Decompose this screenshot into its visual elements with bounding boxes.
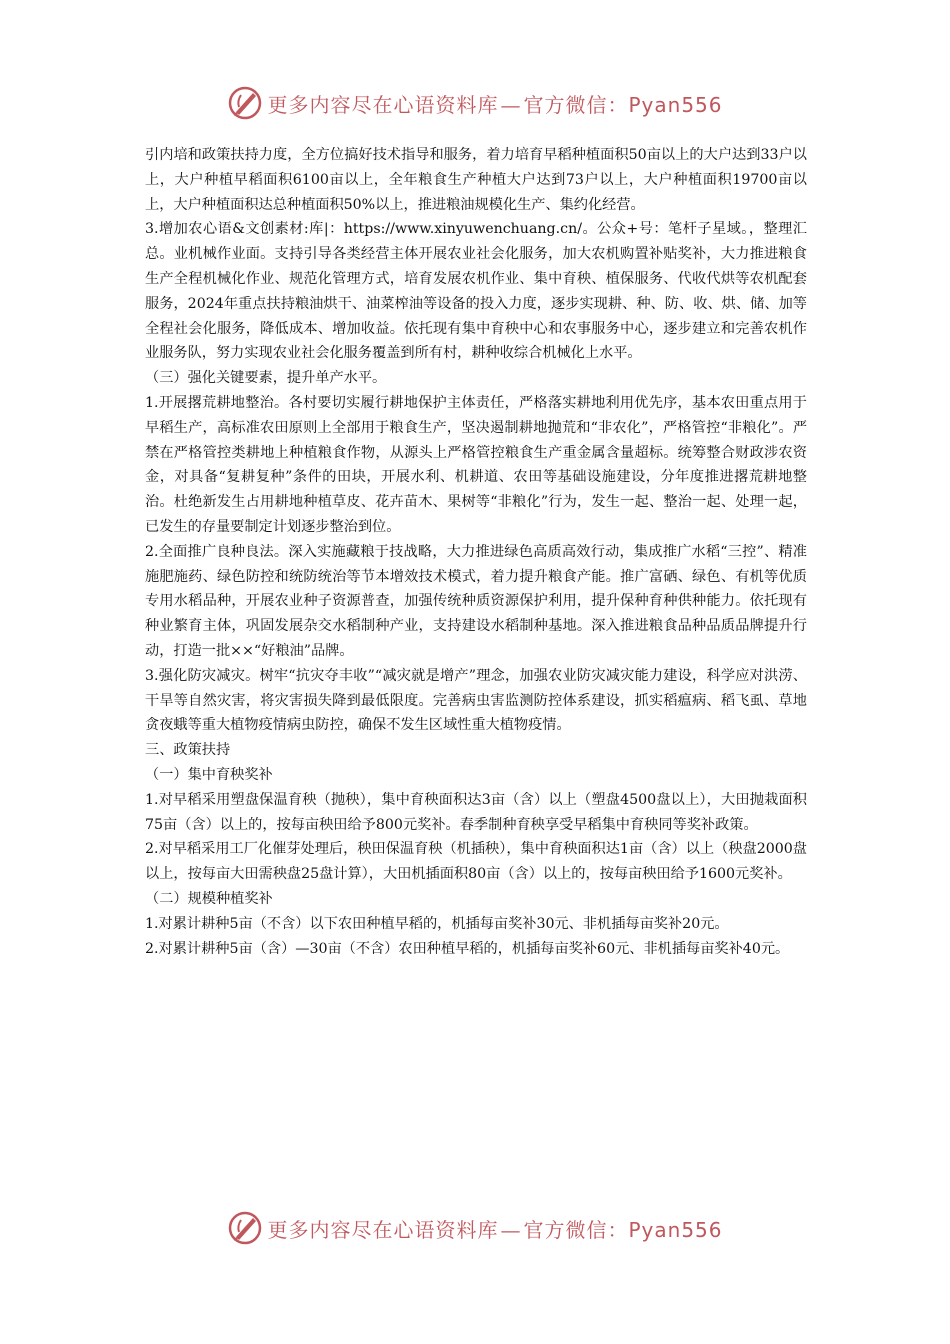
pen-logo-icon [227, 1210, 263, 1246]
paragraph: 1.对早稻采用塑盘保温育秧（抛秧），集中育秧面积达3亩（含）以上（塑盘4500盘以上），大田抛栽面积75亩（含）以上的，按每亩秧田给予800元奖补。春季制种育秧享受早稻集中育秧同等奖补政策。 [145, 791, 807, 833]
document-body [145, 143, 807, 961]
footer-banner [0, 1207, 950, 1249]
subsection-heading: （一）集中育秧奖补 [145, 766, 273, 783]
paragraph: 引内培和政策扶持力度，全方位搞好技术指导和服务，着力培育早稻种植面积50亩以上的大户达到33户以上，大户种植早稻面积6100亩以上，全年粮食生产种植大户达到73户以上，大户种植面积19700亩以上，大户种植面积达总种植面积50%以上，推进粮油规模化生产、集约化经营。 [145, 147, 807, 213]
paragraph: 2.对早稻采用工厂化催芽处理后，秧田保温育秧（机插秧），集中育秧面积达1亩（含）以上（秧盘2000盘以上，按每亩大田需秧盘25盘计算），大田机插面积80亩（含）以上的，按每亩秧田给予1600元奖补。 [145, 841, 807, 883]
section-heading: （三）强化关键要素，提升单产水平。 [145, 370, 387, 387]
paragraph: 2.对累计耕种5亩（含）—30亩（不含）农田种植早稻的，机插每亩奖补60元、非机插每亩奖补40元。 [145, 940, 790, 957]
paragraph: 1.对累计耕种5亩（不含）以下农田种植早稻的，机插每亩奖补30元、非机插每亩奖补20元。 [145, 915, 729, 932]
paragraph: 1.开展撂荒耕地整治。各村要切实履行耕地保护主体责任，严格落实耕地利用优先序，基本农田重点用于早稻生产，高标准农田原则上全部用于粮食生产，坚决遏制耕地抛荒和“非农化”，严格管控“非粮化”。严禁在严格管控类耕地上种植粮食作物，从源头上严格管控粮食生产重金属含量超标。统筹整合财政涉农资金，对具备“复耕复种”条件的田块，开展水利、机耕道、农田等基础设施建设，分年度推进撂荒耕地整治。杜绝新发生占用耕地种植草皮、花卉苗木、果树等“非粮化”行为，发生一起、整治一起、处理一起，已发生的存量要制定计划逐步整治到位。 [145, 394, 808, 535]
footer-wechat-label: 官方微信： [523, 1217, 629, 1242]
header-banner-separator: — [500, 92, 522, 117]
header-banner-title: 更多内容尽在心语资料库 [267, 92, 499, 117]
section-heading: 三、政策扶持 [145, 742, 231, 759]
paragraph: 3.强化防灾减灾。树牢“抗灾夺丰收”“减灾就是增产”理念，加强农业防灾减灾能力建设，科学应对洪涝、干旱等自然灾害，将灾害损失降到最低限度。完善病虫害监测防控体系建设，抓实稻瘟病、稻飞虱、草地贪夜蛾等重大植物疫情病虫防控，确保不发生区域性重大植物疫情。 [145, 667, 807, 734]
header-banner-text [267, 89, 722, 118]
footer-wechat-id: Pyan556 [628, 1217, 723, 1242]
paragraph: 3.增加农心语&文创素材:库|：https://www.xinyuwenchuang.cn/。公众+号：笔杆子星域。，整理汇总。业机械作业面。支持引导各类经营主体开展农业社会化服务，加大农机购置补贴奖补，大力推进粮食生产全程机械化作业、规范化管理方式，培育发展农机作业、集中育秧、植保服务、代收代烘等农机配套服务，2024年重点扶持粮油烘干、油菜榨油等设备的投入力度，逐步实现耕、种、防、收、烘、储、加等全程社会化服务，降低成本、增加收益。依托现有集中育秧中心和农事服务中心，逐步建立和完善农机作业服务队，努力实现农业社会化服务覆盖到所有村，耕种收综合机械化上水平。 [145, 221, 807, 362]
footer-banner-text [267, 1214, 722, 1243]
header-wechat-id: Pyan556 [628, 92, 723, 117]
header-wechat-label: 官方微信： [523, 92, 629, 117]
pen-logo-icon [227, 85, 263, 121]
footer-banner-separator: — [500, 1217, 522, 1242]
paragraph: 2.全面推广良种良法。深入实施藏粮于技战略，大力推进绿色高质高效行动，集成推广水稻“三控”、精准施肥施药、绿色防控和统防统治等节本增效技术模式，着力提升粮食产能。推广富硒、绿色、有机等优质专用水稻品种，开展农业种子资源普查，加强传统种质资源保护利用，提升保种育种供种能力。依托现有种业繁育主体，巩固发展杂交水稻制种产业，支持建设水稻制种基地。深入推进粮食品种品质品牌提升行动，打造一批××“好粮油”品牌。 [145, 543, 807, 659]
header-banner [0, 82, 950, 124]
footer-banner-title: 更多内容尽在心语资料库 [267, 1217, 499, 1242]
subsection-heading: （二）规模种植奖补 [145, 890, 273, 907]
